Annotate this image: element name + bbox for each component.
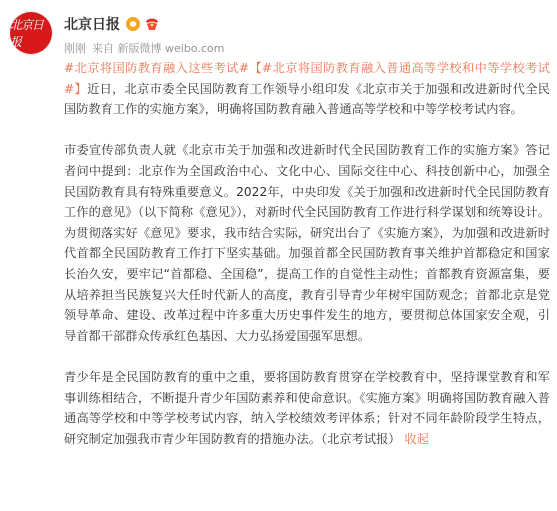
paragraph-spacer [64,120,550,141]
post-sub [64,40,230,56]
vip-icon[interactable] [126,17,140,31]
paragraph-2: 市委宣传部负责人就《北京市关于加强和改进新时代全民国防教育工作的实施方案》答记者问中提到：北京作为全国政治中心、文化中心、国际交往中心、科技创新中心，加强全民国防教育具有特殊重要意义。2022年，中央印发《关于加强和改进新时代全民国防教育工作的意见》（以下简称《意见》），对新时代全民国防教育工作进行科学谋划和统筹设计。为贯彻落实好《意见》要求，我市结合实际，研究出台了《实施方案》，为加强和改进新时代首都全民国防教育工作打下坚实基础。加强首都全民国防教育事关维护首都稳定和国家长治久安，要牢记“首都稳、全国稳”，提高工作的自觉性主动性；首都教育资源富集，要从培养担当民族复兴大任时代新人的高度，教育引导青少年树牢国防观念；首都北京是党领导革命、建设、改革过程中许多重大历史事件发生的地方，要贯彻总体国家安全观，引导首都干部群众传承红色基因、大力弘扬爱国强军思想。 [64,143,550,343]
avatar[interactable]: 北京日报 [10,12,52,54]
paragraph-spacer [64,346,550,367]
post-meta [64,12,230,56]
topic-link-1[interactable]: #北京将国防教育融入这些考试# [64,61,250,75]
paragraph-3 [64,367,550,449]
paragraph-1-text: 近日，北京市委全民国防教育工作领导小组印发《北京市关于加强和改进新时代全民国防教育工作的实施方案》，明确将国防教育融入普通高等学校和中等学校考试内容。 [64,81,551,117]
paragraph-3-text: 青少年是全民国防教育的重中之重，要将国防教育贯穿在学校教育中，坚持课堂教育和军事训练相结合，不断提升青少年国防素养和使命意识。《实施方案》明确将国防教育融入普通高等学校和中等学校考试内容，纳入学校绩效考评体系；针对不同年龄阶段学生特点，研究制定加强我市青少年国防教育的措施办法。（北京考试报） [64,369,550,446]
post-header [10,12,230,56]
paragraph-1 [64,58,550,120]
post-time[interactable]: 刚刚 [64,42,86,55]
post-source: 来自 新版微博 weibo.com [92,42,225,55]
name-row [64,14,230,34]
red-envelope-icon[interactable] [144,17,160,31]
collapse-link[interactable]: 收起 [404,431,429,446]
post-body [64,58,550,449]
account-name[interactable]: 北京日报 [64,17,120,33]
topic-link-2[interactable]: 【#北京将国防教育融入普通高等学校和中等学校考试#】 [64,61,550,96]
